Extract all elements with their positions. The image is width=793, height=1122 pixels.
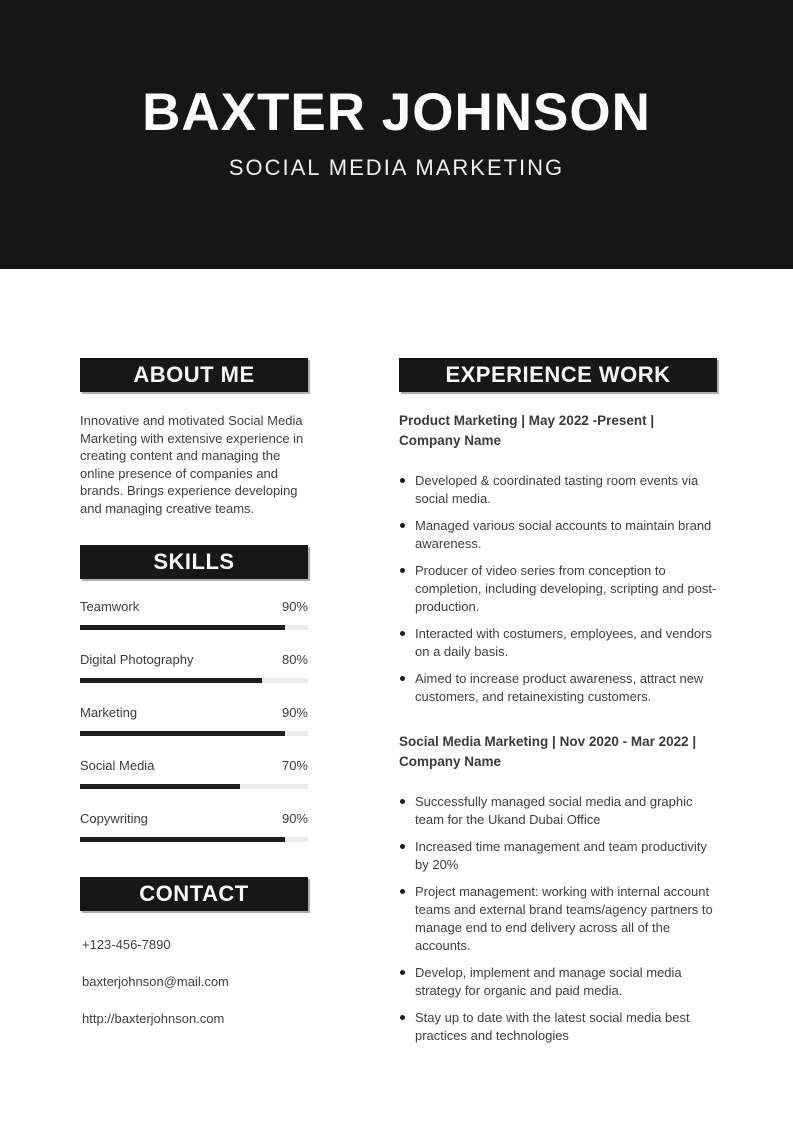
job-social-media-marketing [399, 732, 717, 1045]
skill-progress-fill [80, 678, 262, 683]
job-bullet [399, 964, 717, 1000]
experience-section-title: EXPERIENCE WORK [445, 362, 671, 387]
skills-section-header [80, 545, 308, 579]
skill-progress-track [80, 625, 308, 630]
bullet-dot-icon [400, 889, 405, 894]
job-heading-line2: Company Name [399, 433, 502, 448]
bullet-text: Aimed to increase product awareness, attract new customers, and retainexisting customers. [415, 671, 704, 704]
job-bullet-list [399, 793, 717, 1045]
contact-section-title: CONTACT [139, 881, 249, 906]
bullet-text: Developed & coordinated tasting room events via social media. [415, 473, 699, 506]
skill-item-social-media [80, 758, 308, 789]
skill-percent: 90% [281, 705, 308, 720]
bullet-text: Increased time management and team productivity by 20% [415, 839, 707, 872]
person-role-subtitle: SOCIAL MEDIA MARKETING [228, 155, 565, 180]
skill-percent: 90% [281, 599, 308, 614]
bullet-text: Stay up to date with the latest social media best practices and technologies [415, 1010, 690, 1043]
skill-label: Social Media [80, 758, 155, 773]
bullet-dot-icon [400, 799, 405, 804]
skill-progress-fill [80, 837, 285, 842]
content-columns [0, 269, 793, 1048]
bullet-dot-icon [400, 1015, 405, 1020]
right-column [399, 358, 717, 1048]
contact-email: baxterjohnson@mail.com [82, 974, 229, 989]
skill-label-row [80, 705, 308, 721]
about-section-title: ABOUT ME [133, 362, 255, 387]
job-product-marketing [399, 411, 717, 706]
job-bullet [399, 793, 717, 829]
bullet-dot-icon [400, 568, 405, 573]
bullet-text: Interacted with costumers, employees, and vendors on a daily basis. [415, 626, 712, 659]
bullet-text: Successfully managed social media and graphic team for the Ukand Dubai Office [415, 794, 693, 827]
skill-progress-track [80, 784, 308, 789]
skill-percent: 90% [281, 811, 308, 826]
skill-progress-fill [80, 731, 285, 736]
skill-label: Copywriting [80, 811, 148, 826]
job-bullet [399, 1009, 717, 1045]
job-bullet-list [399, 472, 717, 706]
bullet-dot-icon [400, 631, 405, 636]
job-heading-line2: Company Name [399, 754, 502, 769]
bullet-dot-icon [400, 478, 405, 483]
skill-label-row [80, 652, 308, 668]
contact-section-header [80, 877, 308, 911]
skill-label: Marketing [80, 705, 138, 720]
bullet-dot-icon [400, 676, 405, 681]
skill-label: Digital Photography [80, 652, 194, 667]
contact-website: http://baxterjohnson.com [82, 1011, 225, 1026]
left-column [80, 358, 308, 1048]
job-bullet [399, 838, 717, 874]
person-name: BAXTER JOHNSON [142, 83, 651, 142]
bullet-text: Producer of video series from conception to completion, including developing, scripting and post-production. [415, 563, 717, 614]
skill-progress-fill [80, 784, 240, 789]
job-heading-line1: Product Marketing | May 2022 -Present | [399, 413, 655, 428]
about-section-header [80, 358, 308, 392]
bullet-text: Develop, implement and manage social media strategy for organic and paid media. [415, 965, 682, 998]
skills-list [80, 599, 308, 842]
bullet-dot-icon [400, 970, 405, 975]
skill-percent: 80% [281, 652, 308, 667]
job-bullet [399, 517, 717, 553]
skill-progress-track [80, 837, 308, 842]
job-bullet [399, 670, 717, 706]
job-heading [399, 732, 717, 772]
skill-percent: 70% [281, 758, 308, 773]
experience-section-header [399, 358, 717, 392]
job-bullet [399, 562, 717, 616]
skill-progress-track [80, 731, 308, 736]
job-bullet [399, 472, 717, 508]
skill-item-copywriting [80, 811, 308, 842]
header-banner [0, 0, 793, 269]
contact-list [80, 937, 308, 1027]
job-heading-line1: Social Media Marketing | Nov 2020 - Mar 2022 | [399, 734, 697, 749]
skills-section-title: SKILLS [153, 549, 235, 574]
skill-progress-track [80, 678, 308, 683]
bullet-dot-icon [400, 844, 405, 849]
job-bullet [399, 625, 717, 661]
skill-progress-fill [80, 625, 285, 630]
job-heading [399, 411, 717, 451]
skill-label-row [80, 811, 308, 827]
skill-label-row [80, 599, 308, 615]
bullet-text: Managed various social accounts to maintain brand awareness. [415, 518, 712, 551]
skill-label: Teamwork [80, 599, 140, 614]
about-text: Innovative and motivated Social Media Marketing with extensive experience in creating content and managing the online presence of companies and brands. Brings experience developing and managing creative teams. [80, 413, 304, 516]
skill-item-marketing [80, 705, 308, 736]
skill-item-digital-photography [80, 652, 308, 683]
skill-label-row [80, 758, 308, 774]
bullet-text: Project management: working with internal account teams and external brand teams/agency partners to manage end to end delivery across all of the accounts. [415, 884, 713, 953]
contact-phone: +123-456-7890 [82, 937, 171, 952]
job-bullet [399, 883, 717, 955]
skill-item-teamwork [80, 599, 308, 630]
bullet-dot-icon [400, 523, 405, 528]
